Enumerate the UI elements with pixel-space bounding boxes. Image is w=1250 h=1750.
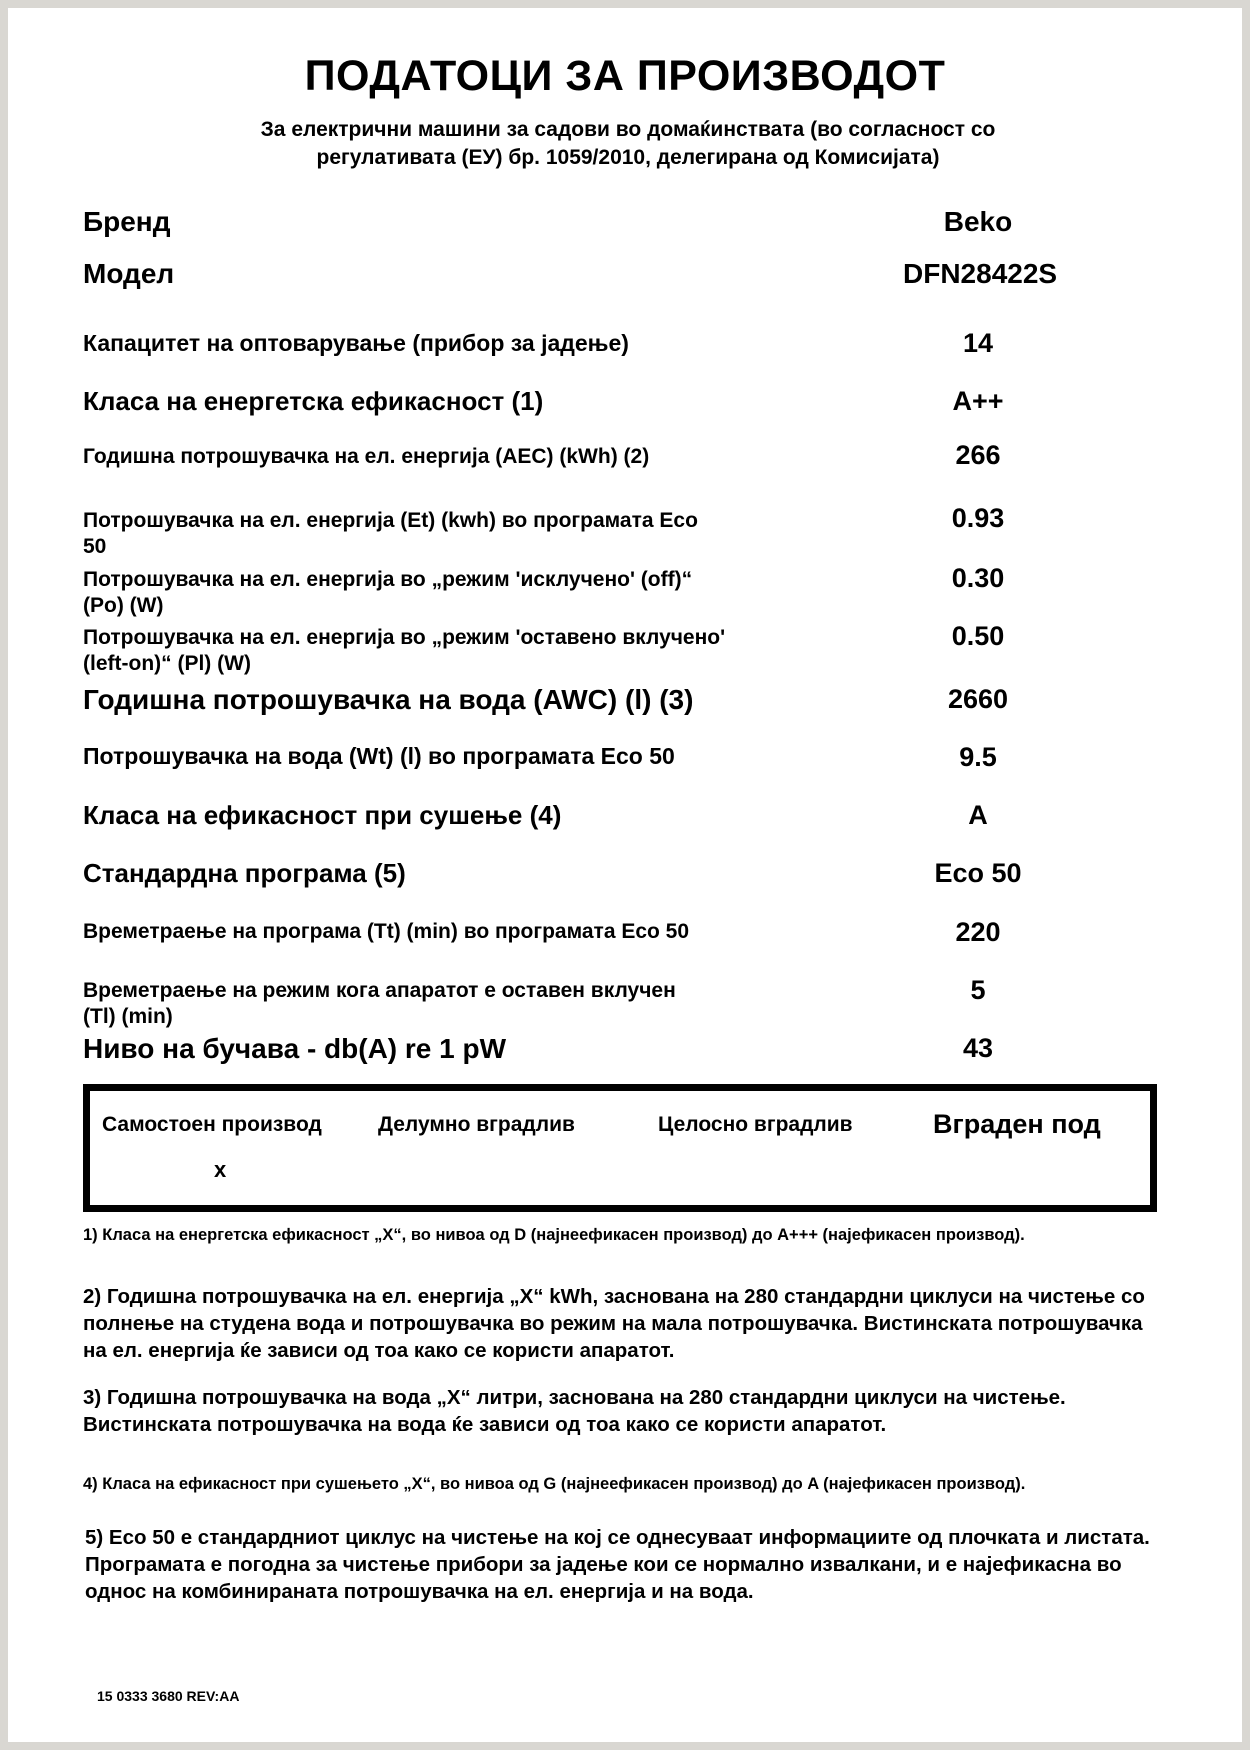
spec-value: 0.30 [951, 563, 1005, 593]
spec-value: 266 [955, 440, 1001, 470]
spec-value: Eco 50 [934, 858, 1022, 888]
spec-label: Времетраење на режим кога апаратот е оставен вклучен (Tl) (min) [83, 979, 676, 1028]
spec-label: Потрошувачка на вода (Wt) (l) во програмата Eco 50 [83, 743, 675, 769]
spec-label: Ниво на бучава - db(A) re 1 pW [83, 1033, 507, 1064]
product-data-sheet [8, 8, 1242, 1742]
footnote-5: 5) Eco 50 е стандардниот циклус на чистење на кој се однесуваат информациите од плочката и листата. Програмата е погодна за чистење прибори за јадење кои се нормално извалкани, и е најефикасна во однос на комбинираната потрошувачка на ел. енергија и на вода. [85, 1526, 1150, 1603]
spec-label: Потрошувачка на ел. енергија во „режим 'исклучено' (off)“ (Po) (W) [83, 568, 693, 617]
spec-label: Потрошувачка на ел. енергија во „режим 'оставено вклучено' (left-on)“ (Pl) (W) [83, 626, 726, 675]
spec-value: 0.50 [951, 621, 1005, 651]
spec-value: 220 [955, 917, 1001, 947]
spec-label: Потрошувачка на ел. енергија (Et) (kwh) во програмата Eco 50 [83, 509, 698, 558]
spec-value: DFN28422S [903, 258, 1058, 289]
footnote-4: 4) Класа на ефикасност при сушењето „X“, во нивоа од G (најнеефикасен производ) до A (најефикасен производ). [83, 1475, 1026, 1493]
selected-mark: x [214, 1157, 227, 1182]
spec-label: Годишна потрошувачка на ел. енергија (AEC) (kWh) (2) [83, 445, 650, 468]
footnote-1: 1) Класа на енергетска ефикасност „X“, во нивоа од D (најнеефикасен производ) до A+++ (најефикасен производ). [83, 1226, 1025, 1244]
option-built-under: Вграден под [933, 1109, 1101, 1139]
spec-value: 5 [970, 975, 986, 1005]
spec-label: Времетраење на програма (Tt) (min) во програмата Eco 50 [83, 920, 690, 943]
spec-value: A [968, 800, 988, 830]
spec-label: Годишна потрошувачка на вода (AWC) (l) (3) [83, 684, 694, 715]
spec-label: Бренд [83, 206, 171, 237]
page-subtitle: За електрични машини за садови во домаќинствата (во согласност со регулативата (ЕУ) бр. 1059/2010, делегирана од Комисијата) [260, 118, 996, 169]
document-code: 15 0333 3680 REV:AA [97, 1688, 240, 1704]
spec-value: 9.5 [959, 742, 997, 772]
spec-value: 14 [962, 328, 994, 358]
spec-label: Капацитет на оптоварување (прибор за јадење) [83, 330, 629, 356]
spec-value: A++ [952, 386, 1004, 416]
spec-value: 43 [962, 1033, 994, 1063]
spec-label: Класа на енергетска ефикасност (1) [83, 386, 544, 416]
spec-value: 0.93 [951, 503, 1005, 533]
footnote-3: 3) Годишна потрошувачка на вода „X“ литри, заснована на 280 стандардни циклуси на чистење. Вистинската потрошувачка на вода ќе зависи од тоа како се користи апаратот. [83, 1386, 1066, 1436]
option-freestanding: Самостоен производ [102, 1113, 322, 1136]
page-title: ПОДАТОЦИ ЗА ПРОИЗВОДОТ [304, 52, 946, 100]
spec-value: 2660 [947, 684, 1009, 714]
option-semi-integrated: Делумно вградлив [378, 1113, 575, 1136]
spec-label: Стандардна програма (5) [83, 858, 406, 888]
spec-label: Класа на ефикасност при сушење (4) [83, 800, 562, 830]
installation-type-box [83, 1084, 1157, 1212]
spec-label: Модел [83, 258, 175, 289]
spec-value: Beko [943, 206, 1013, 237]
footnote-2: 2) Годишна потрошувачка на ел. енергија „X“ kWh, заснована на 280 стандардни циклуси на чистење со полнење на студена вода и потрошувачка во режим на мала потрошувачка. Вистинската потрошувачка на ел. енергија ќе зависи од тоа како се користи апаратот. [83, 1285, 1145, 1362]
option-fully-integrated: Целосно вградлив [658, 1113, 853, 1136]
